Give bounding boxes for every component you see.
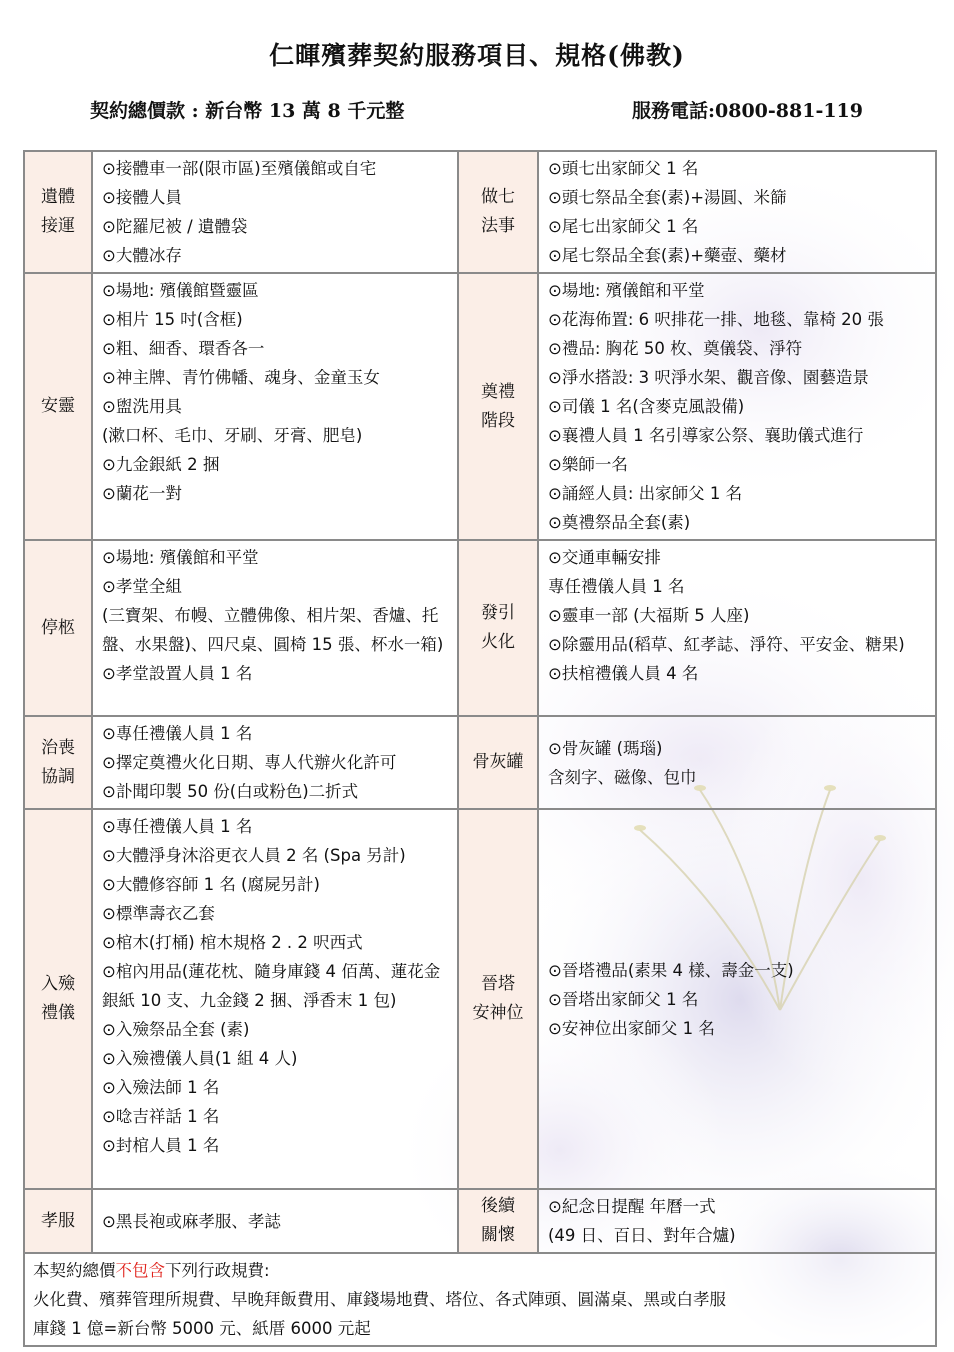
items-cell — [92, 716, 458, 809]
list-item: ⊙九金銀紙 2 捆 — [102, 455, 220, 474]
service-phone: 服務電話:0800-881-119 — [632, 100, 863, 122]
list-item: ⊙大體冰存 — [102, 246, 182, 265]
list-item: ⊙神主牌、青竹佛幡、魂身、金童玉女 — [102, 368, 380, 387]
category-cell — [24, 1189, 92, 1253]
items-cell — [538, 1189, 936, 1253]
list-item: ⊙淨水搭設: 3 呎淨水架、觀音像、園藝造景 — [548, 368, 869, 387]
footer-prefix: 本契約總價 — [33, 1261, 116, 1280]
category-cell — [24, 273, 92, 540]
category-label: 法事 — [481, 216, 515, 236]
category-label: 火化 — [481, 632, 515, 652]
category-label: 安神位 — [472, 1003, 524, 1023]
footer-suffix: 下列行政規費: — [165, 1261, 270, 1280]
list-item: ⊙花海佈置: 6 呎排花一排、地毯、靠椅 20 張 — [548, 310, 884, 329]
table-row — [24, 1189, 936, 1253]
category-label: 遺體 — [41, 187, 75, 207]
list-item: ⊙場地: 殯儀館和平堂 — [548, 281, 705, 300]
category-label: 孝服 — [41, 1210, 75, 1231]
list-item: ⊙場地: 殯儀館和平堂 — [102, 548, 259, 567]
list-item: ⊙尾七祭品全套(素)+藥壺、藥材 — [548, 246, 787, 265]
list-item: 專任禮儀人員 1 名 — [548, 577, 685, 596]
table-row — [24, 151, 936, 273]
category-label: 骨灰罐 — [472, 752, 524, 772]
items-cell — [92, 151, 458, 273]
list-item: ⊙大體修容師 1 名 (腐屍另計) — [102, 875, 320, 894]
reference-prices: 庫錢 1 億=新台幣 5000 元、紙厝 6000 元起 — [33, 1319, 371, 1338]
fee-exclusion-note — [24, 1253, 936, 1346]
category-cell — [458, 809, 538, 1189]
category-cell — [24, 716, 92, 809]
list-item: ⊙相片 15 吋(含框) — [102, 310, 243, 329]
list-item: ⊙尾七出家師父 1 名 — [548, 217, 699, 236]
category-label: 治喪 — [41, 737, 75, 758]
category-cell — [458, 716, 538, 809]
list-item: ⊙樂師一名 — [548, 455, 628, 474]
list-item: ⊙粗、細香、環香各一 — [102, 339, 265, 358]
list-item: ⊙司儀 1 名(含麥克風設備) — [548, 397, 745, 416]
list-item: ⊙紀念日提醒 年曆一式 — [548, 1197, 716, 1216]
list-item: ⊙交通車輛安排 — [548, 548, 661, 567]
list-item: ⊙專任禮儀人員 1 名 — [102, 724, 253, 743]
page-title: 仁暉殯葬契約服務項目、規格(佛教) — [269, 41, 685, 70]
items-cell — [538, 540, 936, 716]
list-item: ⊙訃聞印製 50 份(白或粉色)二折式 — [102, 782, 359, 801]
list-item: ⊙盥洗用具 — [102, 397, 182, 416]
list-item: ⊙襄禮人員 1 名引導家公祭、襄助儀式進行 — [548, 426, 864, 445]
not-included-highlight: 不包含 — [115, 1261, 165, 1280]
category-label: 關懷 — [481, 1225, 515, 1245]
category-label: 入殮 — [41, 974, 75, 994]
list-item: ⊙孝堂全組 — [102, 577, 182, 596]
category-label: 奠禮 — [481, 381, 515, 402]
list-item: ⊙入殮祭品全套 (素) — [102, 1020, 250, 1039]
service-table — [23, 150, 937, 1347]
items-cell — [92, 1189, 458, 1253]
list-item: ⊙靈車一部 (大福斯 5 人座) — [548, 606, 750, 625]
category-cell — [458, 273, 538, 540]
category-label: 停柩 — [41, 617, 75, 638]
category-label: 後續 — [481, 1196, 515, 1216]
list-item: ⊙擇定奠禮火化日期、專人代辦火化許可 — [102, 753, 397, 772]
category-label: 安靈 — [41, 396, 75, 416]
footer-row — [24, 1253, 936, 1346]
list-item: ⊙骨灰罐 (瑪瑙) — [548, 738, 663, 758]
list-item: ⊙陀羅尼被 / 遺體袋 — [102, 217, 248, 236]
footer-line-1 — [33, 1256, 927, 1285]
category-label: 協調 — [41, 766, 75, 787]
list-item: ⊙棺木(打桶) 棺木規格 2 . 2 呎西式 — [102, 933, 363, 952]
list-item: ⊙孝堂設置人員 1 名 — [102, 664, 253, 683]
list-item: ⊙晉塔禮品(素果 4 樣、壽金一支) — [548, 960, 794, 980]
list-item: ⊙晉塔出家師父 1 名 — [548, 989, 699, 1009]
table-row — [24, 809, 936, 1189]
category-cell — [458, 540, 538, 716]
table-row — [24, 273, 936, 540]
category-label: 做七 — [481, 187, 515, 207]
list-item: ⊙專任禮儀人員 1 名 — [102, 817, 253, 836]
items-cell — [92, 809, 458, 1189]
list-item: (三寶架、布幔、立體佛像、相片架、香爐、托盤、水果盤)、四尺桌、圓椅 15 張、杯水一箱) — [102, 606, 444, 654]
list-item: ⊙奠禮祭品全套(素) — [548, 513, 691, 532]
list-item: ⊙蘭花一對 — [102, 484, 182, 503]
list-item: 含刻字、磁像、包巾 — [548, 767, 697, 787]
list-item: ⊙扶棺禮儀人員 4 名 — [548, 664, 699, 683]
category-label: 階段 — [481, 410, 515, 431]
category-cell — [24, 151, 92, 273]
list-item: ⊙禮品: 胸花 50 枚、奠儀袋、淨符 — [548, 339, 803, 358]
category-cell — [458, 1189, 538, 1253]
list-item: ⊙唸吉祥話 1 名 — [102, 1107, 220, 1126]
list-item: ⊙接體人員 — [102, 188, 182, 207]
category-label: 接運 — [41, 216, 75, 236]
list-item: (漱口杯、毛巾、牙刷、牙膏、肥皂) — [102, 426, 363, 445]
list-item: ⊙誦經人員: 出家師父 1 名 — [548, 484, 743, 503]
list-item: ⊙安神位出家師父 1 名 — [548, 1018, 715, 1038]
list-item: ⊙大體淨身沐浴更衣人員 2 名 (Spa 另計) — [102, 846, 406, 865]
list-item: ⊙標準壽衣乙套 — [102, 904, 215, 923]
list-item: (49 日、百日、對年合爐) — [548, 1226, 736, 1245]
items-cell — [538, 716, 936, 809]
list-item: ⊙入殮法師 1 名 — [102, 1078, 220, 1097]
list-item: ⊙頭七出家師父 1 名 — [548, 159, 699, 178]
category-cell — [24, 540, 92, 716]
items-cell — [92, 540, 458, 716]
list-item: ⊙棺內用品(蓮花枕、隨身庫錢 4 佰萬、蓮花金銀紙 10 支、九金錢 2 捆、淨香末 1 包) — [102, 962, 441, 1010]
items-cell — [538, 151, 936, 273]
items-cell — [538, 809, 936, 1189]
list-item: ⊙頭七祭品全套(素)+湯圓、米篩 — [548, 188, 787, 207]
table-row — [24, 540, 936, 716]
category-label: 禮儀 — [41, 1003, 75, 1023]
items-cell — [538, 273, 936, 540]
list-item: ⊙封棺人員 1 名 — [102, 1136, 220, 1155]
items-cell — [92, 273, 458, 540]
list-item: ⊙場地: 殯儀館暨靈區 — [102, 281, 259, 300]
category-label: 晉塔 — [481, 974, 515, 994]
excluded-fees-list: 火化費、殯葬管理所規費、早晚拜飯費用、庫錢場地費、塔位、各式陣頭、圓滿桌、黑或白孝服 — [33, 1290, 726, 1309]
list-item: ⊙接體車一部(限市區)至殯儀館或自宅 — [102, 159, 377, 178]
list-item: ⊙入殮禮儀人員(1 組 4 人) — [102, 1049, 298, 1068]
table-row — [24, 716, 936, 809]
category-label: 發引 — [481, 603, 515, 623]
list-item: ⊙除靈用品(稻草、紅孝誌、淨符、平安金、糖果) — [548, 635, 905, 654]
category-cell — [458, 151, 538, 273]
contract-total-price: 契約總價款 : 新台幣 13 萬 8 千元整 — [90, 100, 405, 122]
list-item: ⊙黑長袍或麻孝服、孝誌 — [102, 1211, 281, 1231]
category-cell — [24, 809, 92, 1189]
